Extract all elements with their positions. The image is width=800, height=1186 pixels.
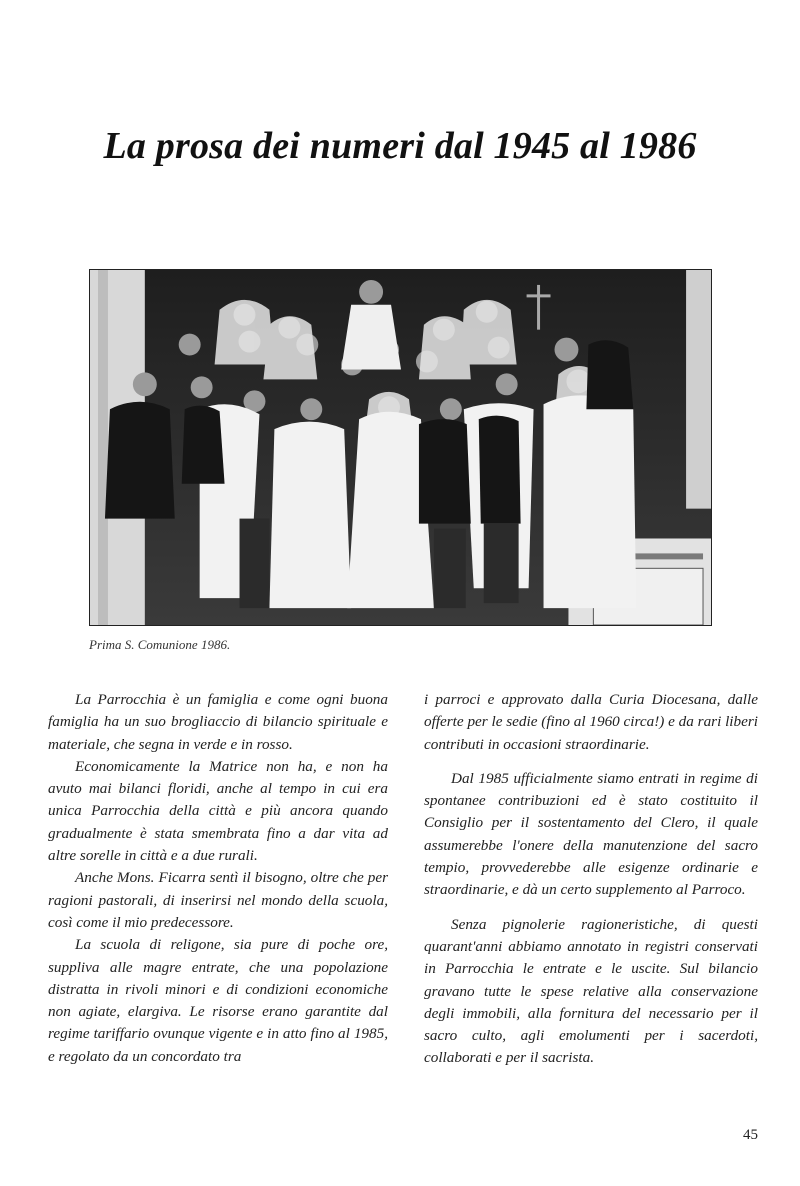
- paragraph: Anche Mons. Ficarra sentì il bisogno, oltre che per ragioni pastorali, di inserirsi nel mondo della scuola, così come il mio predecessore.: [48, 869, 388, 931]
- paragraph: Economicamente la Matrice non ha, e non ha avuto mai bilanci floridi, anche al tempo in cui era unica Parrocchia della città e più ancora quando gradualmente è stata smembrata fino a dar vita ad altre sorelle in città e a due rurali.: [48, 757, 388, 865]
- left-column: [48, 689, 388, 1068]
- paragraph: Dal 1985 ufficialmente siamo entrati in regime di spontanee contribuzioni ed è stato costituito il Consiglio per il sostentamento del Clero, il quale assumerebbe l'onere della manutenzione del sacro tempio, provvederebbe alle esigenze ordinarie e straordinarie, e dà un certo supplemento al Parroco.: [424, 769, 758, 899]
- photo-image: [90, 270, 711, 625]
- paragraph: i parroci e approvato dalla Curia Diocesana, dalle offerte per le sedie (fino al 1960 circa!) e da rari liberi contributi in occasioni straordinarie.: [424, 691, 758, 753]
- page-number: 45: [743, 1127, 758, 1143]
- paragraph: La scuola di religone, sia pure di poche ore, suppliva alle magre entrate, che una popolazione distratta in rivoli minori e di condizioni economiche non agiate, elargiva. Le risorse erano garantite dal regime tariffario ovunque vigente e in atto fino al 1985, e regolato da un concordato tra: [48, 936, 388, 1065]
- paragraph: Senza pignolerie ragioneristiche, di questi quarant'anni abbiamo annotato in registri conservati in Parrocchia le entrate e le uscite. Sul bilancio gravano tutte le spese relative alla conservazione degli immobili, alla fornitura del necessario per il sacro culto, agli emolumenti per i sacerdoti, collaborati e per il sacrista.: [424, 915, 758, 1067]
- right-column: [424, 689, 758, 1070]
- paragraph: La Parrocchia è un famiglia e come ogni buona famiglia ha un suo brogliaccio di bilancio spirituale e materiale, che segna in verde e in rosso.: [48, 691, 388, 753]
- photo-caption: Prima S. Comunione 1986.: [89, 637, 231, 652]
- group-photo: [89, 269, 712, 626]
- page-title: La prosa dei numeri dal 1945 al 1986: [103, 125, 697, 167]
